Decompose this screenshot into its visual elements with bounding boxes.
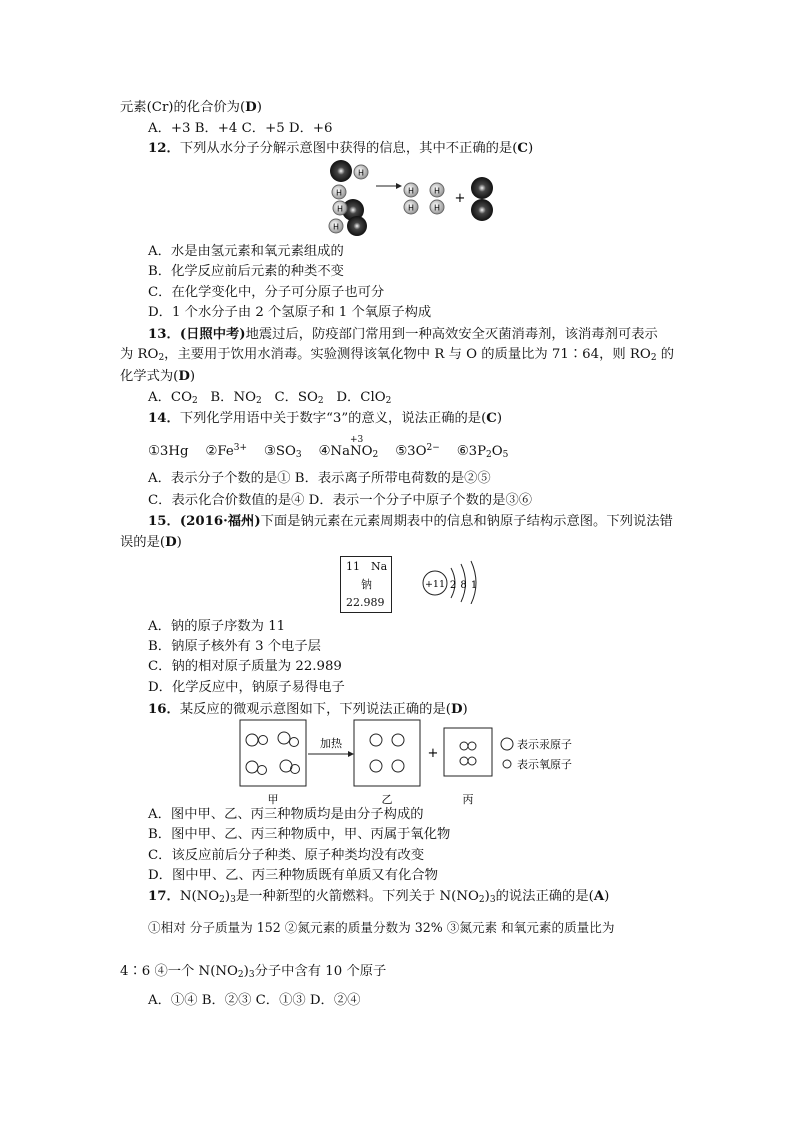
q12-option-d: D．1 个水分子由 2 个氢原子和 1 个氧原子构成 bbox=[148, 305, 432, 320]
element-name: 钠 bbox=[361, 578, 372, 591]
q11-options: A．+3 B．+4 C．+5 D．+6 bbox=[148, 121, 333, 136]
legend-mercury-symbol bbox=[501, 738, 513, 750]
sodium-atom-structure bbox=[420, 558, 492, 604]
hydrogen-label: H bbox=[332, 222, 340, 232]
box-yi bbox=[354, 720, 420, 786]
box-jia bbox=[240, 720, 306, 786]
label-bing: 丙 bbox=[462, 793, 474, 806]
hydrogen-label: H bbox=[433, 203, 441, 213]
water-molecule bbox=[329, 199, 367, 236]
q14-answer: C bbox=[486, 411, 497, 426]
oxygen-atom bbox=[347, 216, 367, 236]
q13-options: A．$CO_2$ B．$NO_2$ C．$SO_2$ D．ClO$_2$ bbox=[148, 390, 392, 406]
q16-option-d: D．图中甲、乙、丙三种物质既有单质又有化合物 bbox=[148, 868, 438, 883]
hydrogen-label: H bbox=[407, 203, 415, 213]
oxygen-atom bbox=[468, 742, 476, 750]
q16-answer: D bbox=[450, 702, 463, 717]
oxygen-atom bbox=[471, 177, 493, 199]
oxygen-atom bbox=[468, 757, 476, 765]
q11-answer: D bbox=[245, 100, 257, 115]
q12-stem: 12．下列从水分子分解示意图中获得的信息，其中不正确的是(C) bbox=[148, 141, 534, 156]
box-bing bbox=[444, 728, 492, 776]
q17-options: A．①④ B．②③ C．①③ D．②④ bbox=[148, 993, 361, 1008]
q13-answer: D bbox=[178, 369, 190, 384]
atomic-number: 11 bbox=[346, 560, 360, 573]
q17-stem: 17．$N(NO_2)_3$是一种新型的火箭燃料。下列关于 $N(NO_2)_3$的说法正确的是(A) bbox=[148, 889, 610, 905]
q13-stem-line1: 13．(日照中考)地震过后，防疫部门常用到一种高效安全灭菌消毒剂，该消毒剂可表示 bbox=[148, 327, 658, 342]
oxygen-atom bbox=[460, 742, 468, 750]
oxygen-molecule bbox=[471, 177, 493, 221]
q17-statements-line1: ①相对 分子质量为 152 ②氮元素的质量分数为 32% ③氮元素 和氧元素的质量比为 bbox=[148, 920, 615, 935]
q15-stem-line1: 15．(2016·福州)下面是钠元素在元素周期表中的信息和钠原子结构示意图。下列说法错 bbox=[148, 514, 673, 529]
q14-options-cd: C．表示化合价数值的是④ D．表示一个分子中原子个数的是③⑥ bbox=[148, 493, 533, 508]
q11-tail: 元素(Cr)的化合价为(D) bbox=[120, 100, 262, 115]
heat-label: 加热 bbox=[320, 737, 342, 750]
hydrogen-molecules bbox=[404, 183, 444, 214]
q14-options-ab: A．表示分子个数的是① B．表示离子所带电荷数的是②⑤ bbox=[148, 471, 491, 486]
water-molecule bbox=[330, 160, 368, 199]
oxygen-atom bbox=[460, 757, 468, 765]
q12-option-c: C．在化学变化中，分子可分原子也可分 bbox=[148, 285, 385, 300]
oxygen-atom bbox=[330, 160, 352, 182]
element-symbol: Na bbox=[371, 560, 388, 573]
hydrogen-label: H bbox=[335, 188, 343, 198]
q16-option-c: C．该反应前后分子种类、原子种类均没有改变 bbox=[148, 848, 425, 863]
hydrogen-label: H bbox=[336, 204, 344, 214]
atomic-mass: 22.989 bbox=[346, 596, 385, 609]
mercury-atom bbox=[392, 760, 404, 772]
q16-option-a: A．图中甲、乙、丙三种物质均是由分子构成的 bbox=[148, 807, 424, 822]
q14-formulas: ①3Hg $②Fe^{3+}$ $③SO_3$ ④Na +3 $NO_2$ $⑤3O^{2-}$ $⑥3P_2O_5$ bbox=[148, 435, 509, 460]
q15-stem-line2: 误的是(D) bbox=[120, 535, 182, 550]
plus-sign: + bbox=[454, 191, 466, 206]
q12-answer: C bbox=[517, 141, 529, 156]
hgo-molecule bbox=[246, 761, 267, 775]
label-yi: 乙 bbox=[381, 793, 393, 806]
shell-electrons: 2 bbox=[449, 580, 457, 591]
q17-statements-line2: 4∶6 ④一个 $N(NO_2)_3$分子中含有 10 个原子 bbox=[120, 964, 387, 980]
plus-sign: + bbox=[427, 746, 439, 761]
mercury-atom bbox=[370, 760, 382, 772]
q16-option-b: B．图中甲、乙、丙三种物质中，甲、丙属于氧化物 bbox=[148, 827, 451, 842]
hgo-molecule bbox=[280, 760, 300, 774]
q16-stem: 16．某反应的微观示意图如下，下列说法正确的是(D) bbox=[148, 702, 468, 717]
q13-source: (日照中考) bbox=[179, 327, 246, 342]
q15-option-b: B．钠原子核外有 3 个电子层 bbox=[148, 639, 321, 654]
hydrogen-label: H bbox=[407, 186, 415, 196]
q14-stem: 14．下列化学用语中关于数字“3”的意义，说法正确的是(C) bbox=[148, 411, 503, 426]
hydrogen-label: H bbox=[433, 186, 441, 196]
q15-option-d: D．化学反应中，钠原子易得电子 bbox=[148, 680, 345, 695]
legend-oxygen-text: 表示氧原子 bbox=[517, 758, 572, 771]
q15-option-a: A．钠的原子序数为 11 bbox=[148, 619, 286, 634]
legend-mercury-text: 表示汞原子 bbox=[517, 738, 572, 751]
legend-oxygen-symbol bbox=[503, 760, 511, 768]
mercury-atom bbox=[370, 734, 382, 746]
q13-stem-line2: 为 $RO_2$，主要用于饮用水消毒。实验测得该氧化物中 R 与 O 的质量比为 71∶64，则 $RO_2$ 的 bbox=[120, 347, 675, 363]
q15-option-c: C．钠的相对原子质量为 22.989 bbox=[148, 659, 342, 674]
hgo-molecule bbox=[246, 734, 268, 746]
periodic-table-cell bbox=[340, 556, 392, 613]
reaction-arrow bbox=[376, 183, 402, 189]
q15-source: (2016·福州) bbox=[179, 514, 261, 529]
heat-arrow bbox=[308, 751, 354, 757]
q15-answer: D bbox=[165, 535, 177, 550]
oxygen-atom bbox=[471, 199, 493, 221]
reaction-micro-diagram bbox=[236, 716, 588, 808]
q13-stem-line3: 化学式为(D) bbox=[120, 369, 196, 384]
shell-electrons: 1 bbox=[470, 580, 478, 591]
hgo-molecule bbox=[278, 732, 299, 747]
hydrogen-label: H bbox=[357, 168, 365, 178]
q12-option-b: B．化学反应前后元素的种类不变 bbox=[148, 264, 344, 279]
label-jia: 甲 bbox=[267, 793, 279, 806]
shell-electrons: 8 bbox=[460, 580, 467, 591]
nucleus-charge: +11 bbox=[424, 579, 446, 590]
water-decomposition-diagram bbox=[318, 156, 510, 238]
mercury-atom bbox=[392, 734, 404, 746]
q17-answer: A bbox=[593, 889, 605, 904]
q12-option-a: A．水是由氢元素和氧元素组成的 bbox=[148, 244, 344, 259]
